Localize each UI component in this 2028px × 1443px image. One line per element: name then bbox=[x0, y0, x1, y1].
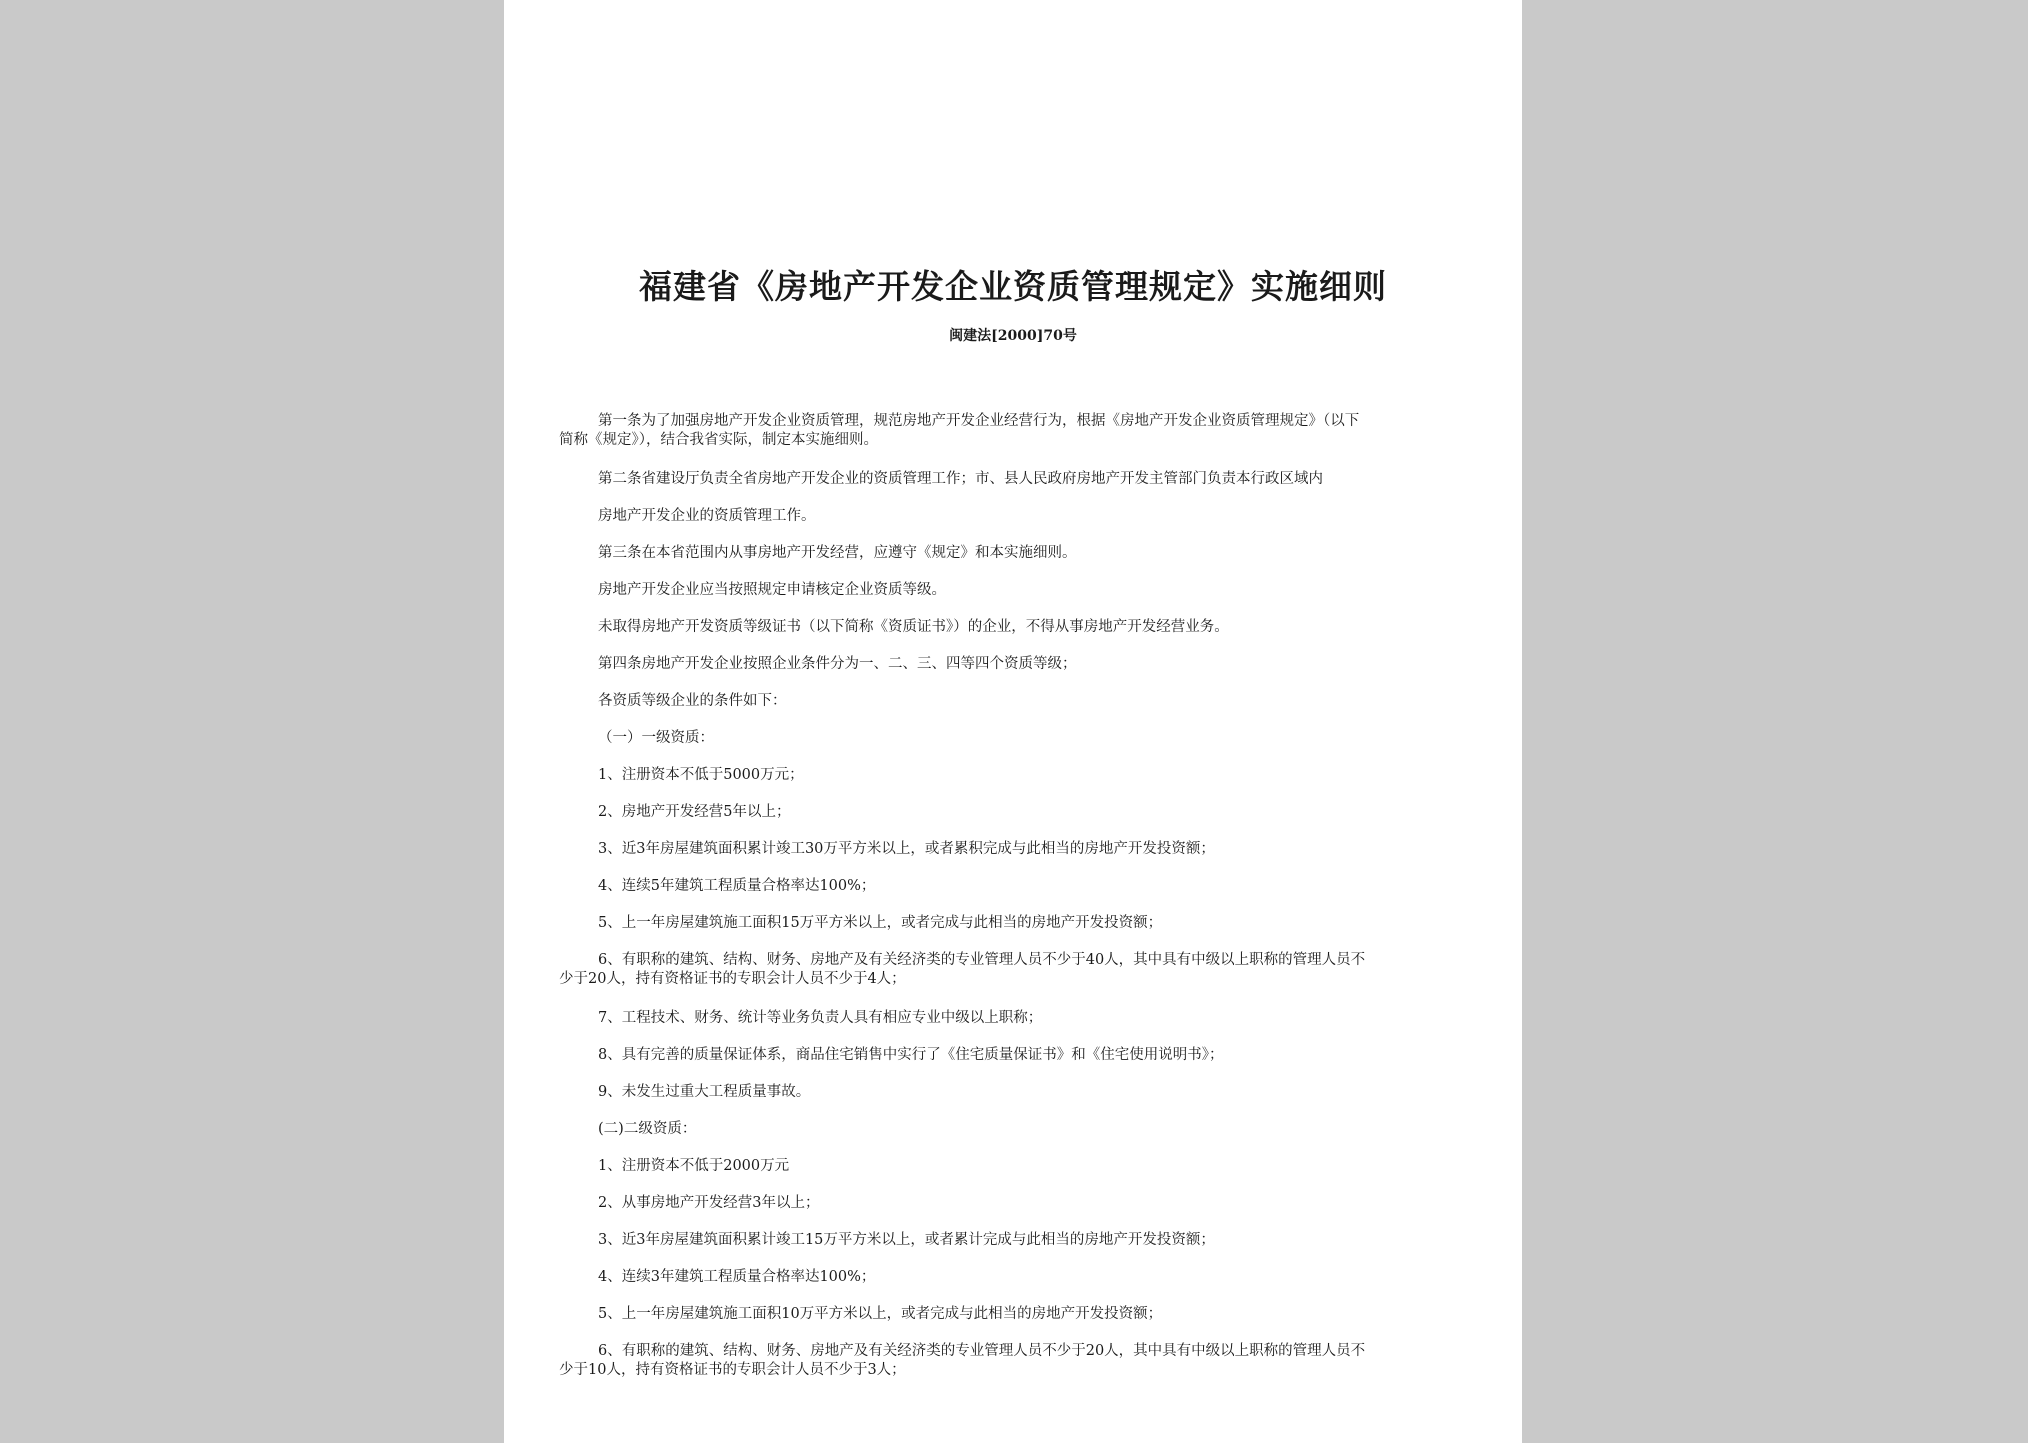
paragraph bbox=[559, 692, 1469, 711]
paragraph-line: 5、上一年房屋建筑施工面积15万平方米以上，或者完成与此相当的房地产开发投资额； bbox=[598, 915, 1163, 931]
paragraph-line: 6、有职称的建筑、结构、财务、房地产及有关经济类的专业管理人员不少于40人，其中具有中级以上职称的管理人员不 bbox=[598, 952, 1366, 968]
paragraph bbox=[559, 877, 1469, 896]
paragraph-line: 少于20人，持有资格证书的专职会计人员不少于4人； bbox=[559, 971, 906, 987]
paragraph bbox=[559, 1342, 1469, 1380]
paragraph-line: （一）一级资质： bbox=[598, 730, 714, 746]
paragraph-line: 简称《规定》），结合我省实际，制定本实施细则。 bbox=[559, 432, 878, 448]
paragraph-line: 8、具有完善的质量保证体系，商品住宅销售中实行了《住宅质量保证书》和《住宅使用说明书》； bbox=[598, 1047, 1224, 1063]
paragraph bbox=[559, 544, 1469, 563]
paragraph-line: 第二条省建设厅负责全省房地产开发企业的资质管理工作；市、县人民政府房地产开发主管部门负责本行政区域内 bbox=[598, 471, 1323, 487]
paragraph-line: 房地产开发企业应当按照规定申请核定企业资质等级。 bbox=[598, 582, 946, 598]
paragraph-line: 第四条房地产开发企业按照企业条件分为一、二、三、四等四个资质等级； bbox=[598, 656, 1077, 672]
paragraph bbox=[559, 507, 1469, 526]
paragraph bbox=[559, 581, 1469, 600]
paragraph bbox=[559, 1083, 1469, 1102]
paragraph bbox=[559, 1194, 1469, 1213]
paragraph-line: 7、工程技术、财务、统计等业务负责人具有相应专业中级以上职称； bbox=[598, 1010, 1043, 1026]
paragraph-line: 5、上一年房屋建筑施工面积10万平方米以上，或者完成与此相当的房地产开发投资额； bbox=[598, 1306, 1163, 1322]
paragraph-line: 第一条为了加强房地产开发企业资质管理，规范房地产开发企业经营行为，根据《房地产开发企业资质管理规定》（以下 bbox=[598, 413, 1360, 429]
paragraph-line: 9、未发生过重大工程质量事故。 bbox=[598, 1084, 811, 1100]
paragraph bbox=[559, 840, 1469, 859]
paragraph bbox=[559, 655, 1469, 674]
paragraph-line: 3、近3年房屋建筑面积累计竣工15万平方米以上，或者累计完成与此相当的房地产开发投资额； bbox=[598, 1232, 1215, 1248]
paragraph bbox=[559, 914, 1469, 933]
paragraph-line: 2、房地产开发经营5年以上； bbox=[598, 804, 791, 820]
paragraph-line: (二)二级资质： bbox=[598, 1121, 697, 1137]
paragraph-line: 少于10人，持有资格证书的专职会计人员不少于3人； bbox=[559, 1362, 906, 1378]
paragraph bbox=[559, 1046, 1469, 1065]
paragraph bbox=[559, 951, 1469, 989]
paragraph bbox=[559, 766, 1469, 785]
paragraph-line: 4、连续5年建筑工程质量合格率达100%； bbox=[598, 878, 876, 894]
paragraph bbox=[559, 618, 1469, 637]
paragraph-line: 未取得房地产开发资质等级证书（以下简称《资质证书》）的企业，不得从事房地产开发经营业务。 bbox=[598, 619, 1229, 635]
paragraph bbox=[559, 1009, 1469, 1028]
document-page bbox=[504, 0, 1522, 1443]
paragraph-line: 第三条在本省范围内从事房地产开发经营，应遵守《规定》和本实施细则。 bbox=[598, 545, 1077, 561]
paragraph-line: 1、注册资本不低于5000万元； bbox=[598, 767, 804, 783]
paragraph-line: 3、近3年房屋建筑面积累计竣工30万平方米以上，或者累积完成与此相当的房地产开发投资额； bbox=[598, 841, 1215, 857]
paragraph bbox=[559, 1157, 1469, 1176]
paragraph-line: 6、有职称的建筑、结构、财务、房地产及有关经济类的专业管理人员不少于20人，其中具有中级以上职称的管理人员不 bbox=[598, 1343, 1366, 1359]
paragraph bbox=[559, 470, 1469, 489]
paragraph bbox=[559, 1231, 1469, 1250]
paragraph-line: 2、从事房地产开发经营3年以上； bbox=[598, 1195, 820, 1211]
paragraph bbox=[559, 412, 1469, 450]
document-title: 福建省《房地产开发企业资质管理规定》实施细则 bbox=[639, 267, 1387, 306]
paragraph bbox=[559, 1120, 1469, 1139]
paragraph bbox=[559, 729, 1469, 748]
paragraph bbox=[559, 1268, 1469, 1287]
paragraph-line: 4、连续3年建筑工程质量合格率达100%； bbox=[598, 1269, 876, 1285]
document-number: 闽建法[2000]70号 bbox=[949, 328, 1077, 344]
paragraph bbox=[559, 1305, 1469, 1324]
paragraph-line: 房地产开发企业的资质管理工作。 bbox=[598, 508, 816, 524]
paragraph bbox=[559, 803, 1469, 822]
paragraph-line: 1、注册资本不低于2000万元 bbox=[598, 1158, 790, 1174]
paragraph-line: 各资质等级企业的条件如下： bbox=[598, 693, 787, 709]
